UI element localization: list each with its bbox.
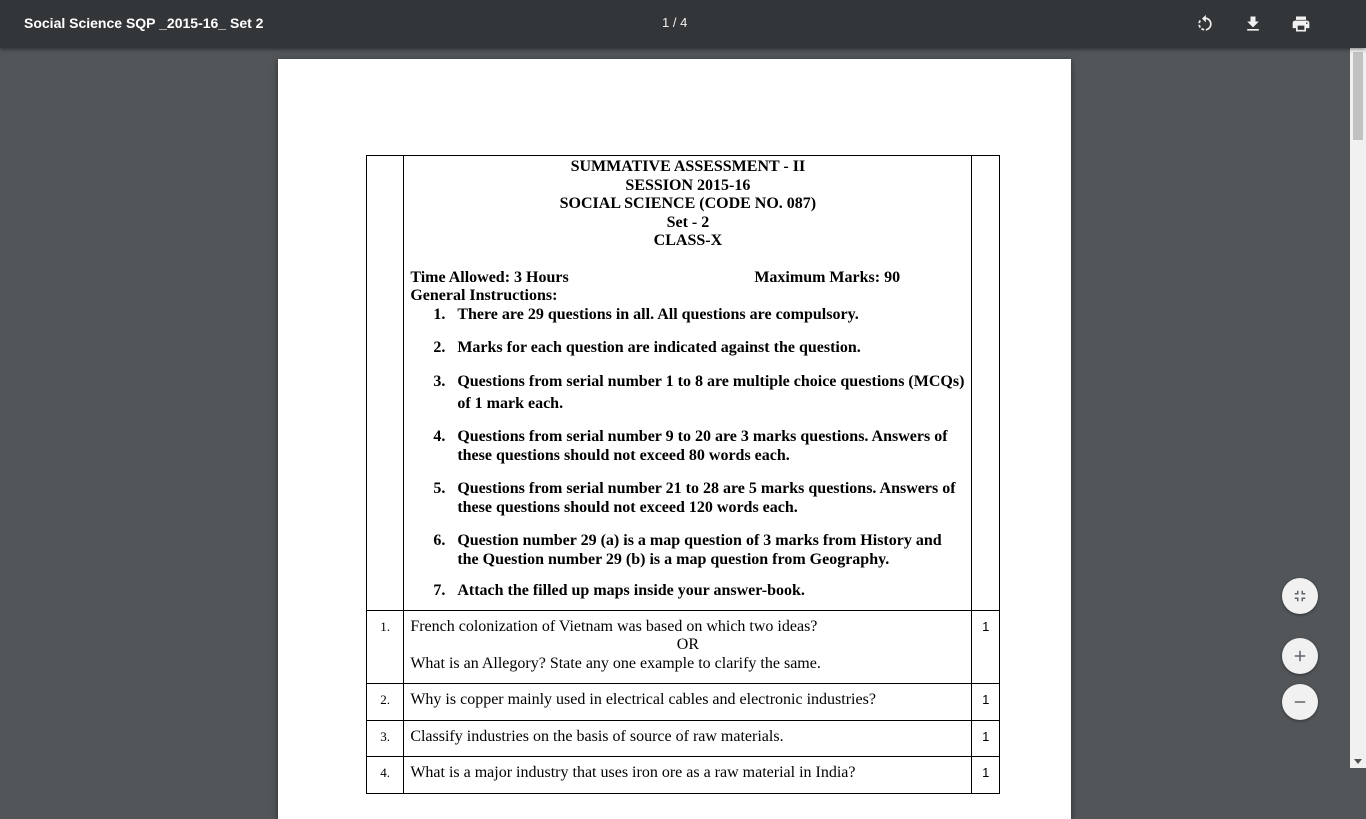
question-paper-table bbox=[366, 155, 1000, 794]
print-icon bbox=[1291, 14, 1311, 34]
question-text: Why is copper mainly used in electrical cables and electronic industries? bbox=[404, 684, 972, 721]
alternate-question: What is an Allegory? State any one example to clarify the same. bbox=[410, 654, 821, 672]
class-line: CLASS-X bbox=[653, 232, 723, 249]
general-instructions-heading: General Instructions: bbox=[410, 286, 558, 304]
instruction-item: 7. Attach the filled up maps inside your answer-book. bbox=[433, 581, 805, 599]
paper-header bbox=[404, 156, 972, 611]
question-row bbox=[367, 684, 1000, 721]
instruction-item: 1. There are 29 questions in all. All questions are compulsory. bbox=[433, 305, 859, 323]
pdf-viewer[interactable] bbox=[0, 48, 1350, 781]
zoom-in-icon bbox=[1291, 647, 1309, 665]
fit-to-page-icon bbox=[1291, 587, 1309, 605]
fit-to-page-button[interactable] bbox=[1282, 578, 1318, 614]
zoom-out-button[interactable] bbox=[1282, 684, 1318, 720]
question-marks: 1 bbox=[972, 720, 1000, 757]
question-marks: 1 bbox=[972, 757, 1000, 794]
question-text: What is a major industry that uses iron ore as a raw material in India? bbox=[404, 757, 972, 794]
question-row bbox=[367, 720, 1000, 757]
question-text: French colonization of Vietnam was based on which two ideas? OR What is an Allegory? State any one example to clarify the same. bbox=[404, 610, 972, 684]
instruction-item: 3. Questions from serial number 1 to 8 are multiple choice questions (MCQs) of 1 mark each. bbox=[433, 372, 965, 412]
maximum-marks: Maximum Marks: 90 bbox=[754, 268, 901, 286]
question-row bbox=[367, 610, 1000, 684]
vertical-scrollbar[interactable] bbox=[1350, 48, 1366, 768]
question-marks: 1 bbox=[972, 610, 1000, 684]
rotate-button[interactable] bbox=[1189, 8, 1221, 40]
download-button[interactable] bbox=[1237, 8, 1269, 40]
print-button[interactable] bbox=[1285, 8, 1317, 40]
assessment-title: SUMMATIVE ASSESSMENT - II bbox=[570, 158, 806, 175]
instruction-item: 6. Question number 29 (a) is a map question of 3 marks from History and the Question number 29 (b) is a map question from Geography. bbox=[433, 531, 942, 568]
question-row bbox=[367, 757, 1000, 794]
instruction-item: 2. Marks for each question are indicated against the question. bbox=[433, 338, 861, 356]
instructions-list bbox=[410, 305, 965, 600]
question-text: Classify industries on the basis of source of raw materials. bbox=[404, 720, 972, 757]
zoom-out-icon bbox=[1291, 693, 1309, 711]
pdf-toolbar bbox=[0, 0, 1366, 48]
instruction-item: 5. Questions from serial number 21 to 28 are 5 marks questions. Answers of these questions should not exceed 120 words each. bbox=[433, 479, 956, 516]
subject-line: SOCIAL SCIENCE (CODE NO. 087) bbox=[559, 195, 817, 212]
set-line: Set - 2 bbox=[666, 213, 710, 231]
question-marks: 1 bbox=[972, 684, 1000, 721]
pdf-page bbox=[278, 59, 1071, 819]
session-line: SESSION 2015-16 bbox=[625, 176, 751, 194]
or-separator: OR bbox=[676, 636, 699, 653]
page-indicator: 1 / 4 bbox=[662, 15, 688, 30]
zoom-in-button[interactable] bbox=[1282, 638, 1318, 674]
instruction-item: 4. Questions from serial number 9 to 20 are 3 marks questions. Answers of these questions should not exceed 80 words each. bbox=[433, 427, 948, 464]
scroll-down-arrow-icon[interactable] bbox=[1354, 759, 1362, 764]
download-icon bbox=[1243, 14, 1263, 34]
header-row bbox=[367, 156, 1000, 611]
question-number: 3. bbox=[367, 720, 404, 757]
question-number: 2. bbox=[367, 684, 404, 721]
question-number: 4. bbox=[367, 757, 404, 794]
time-allowed: Time Allowed: 3 Hours bbox=[410, 268, 569, 286]
rotate-icon bbox=[1195, 14, 1215, 34]
scrollbar-thumb[interactable] bbox=[1353, 52, 1363, 140]
question-number: 1. bbox=[367, 610, 404, 684]
document-title: Social Science SQP _2015-16_ Set 2 bbox=[24, 15, 264, 31]
